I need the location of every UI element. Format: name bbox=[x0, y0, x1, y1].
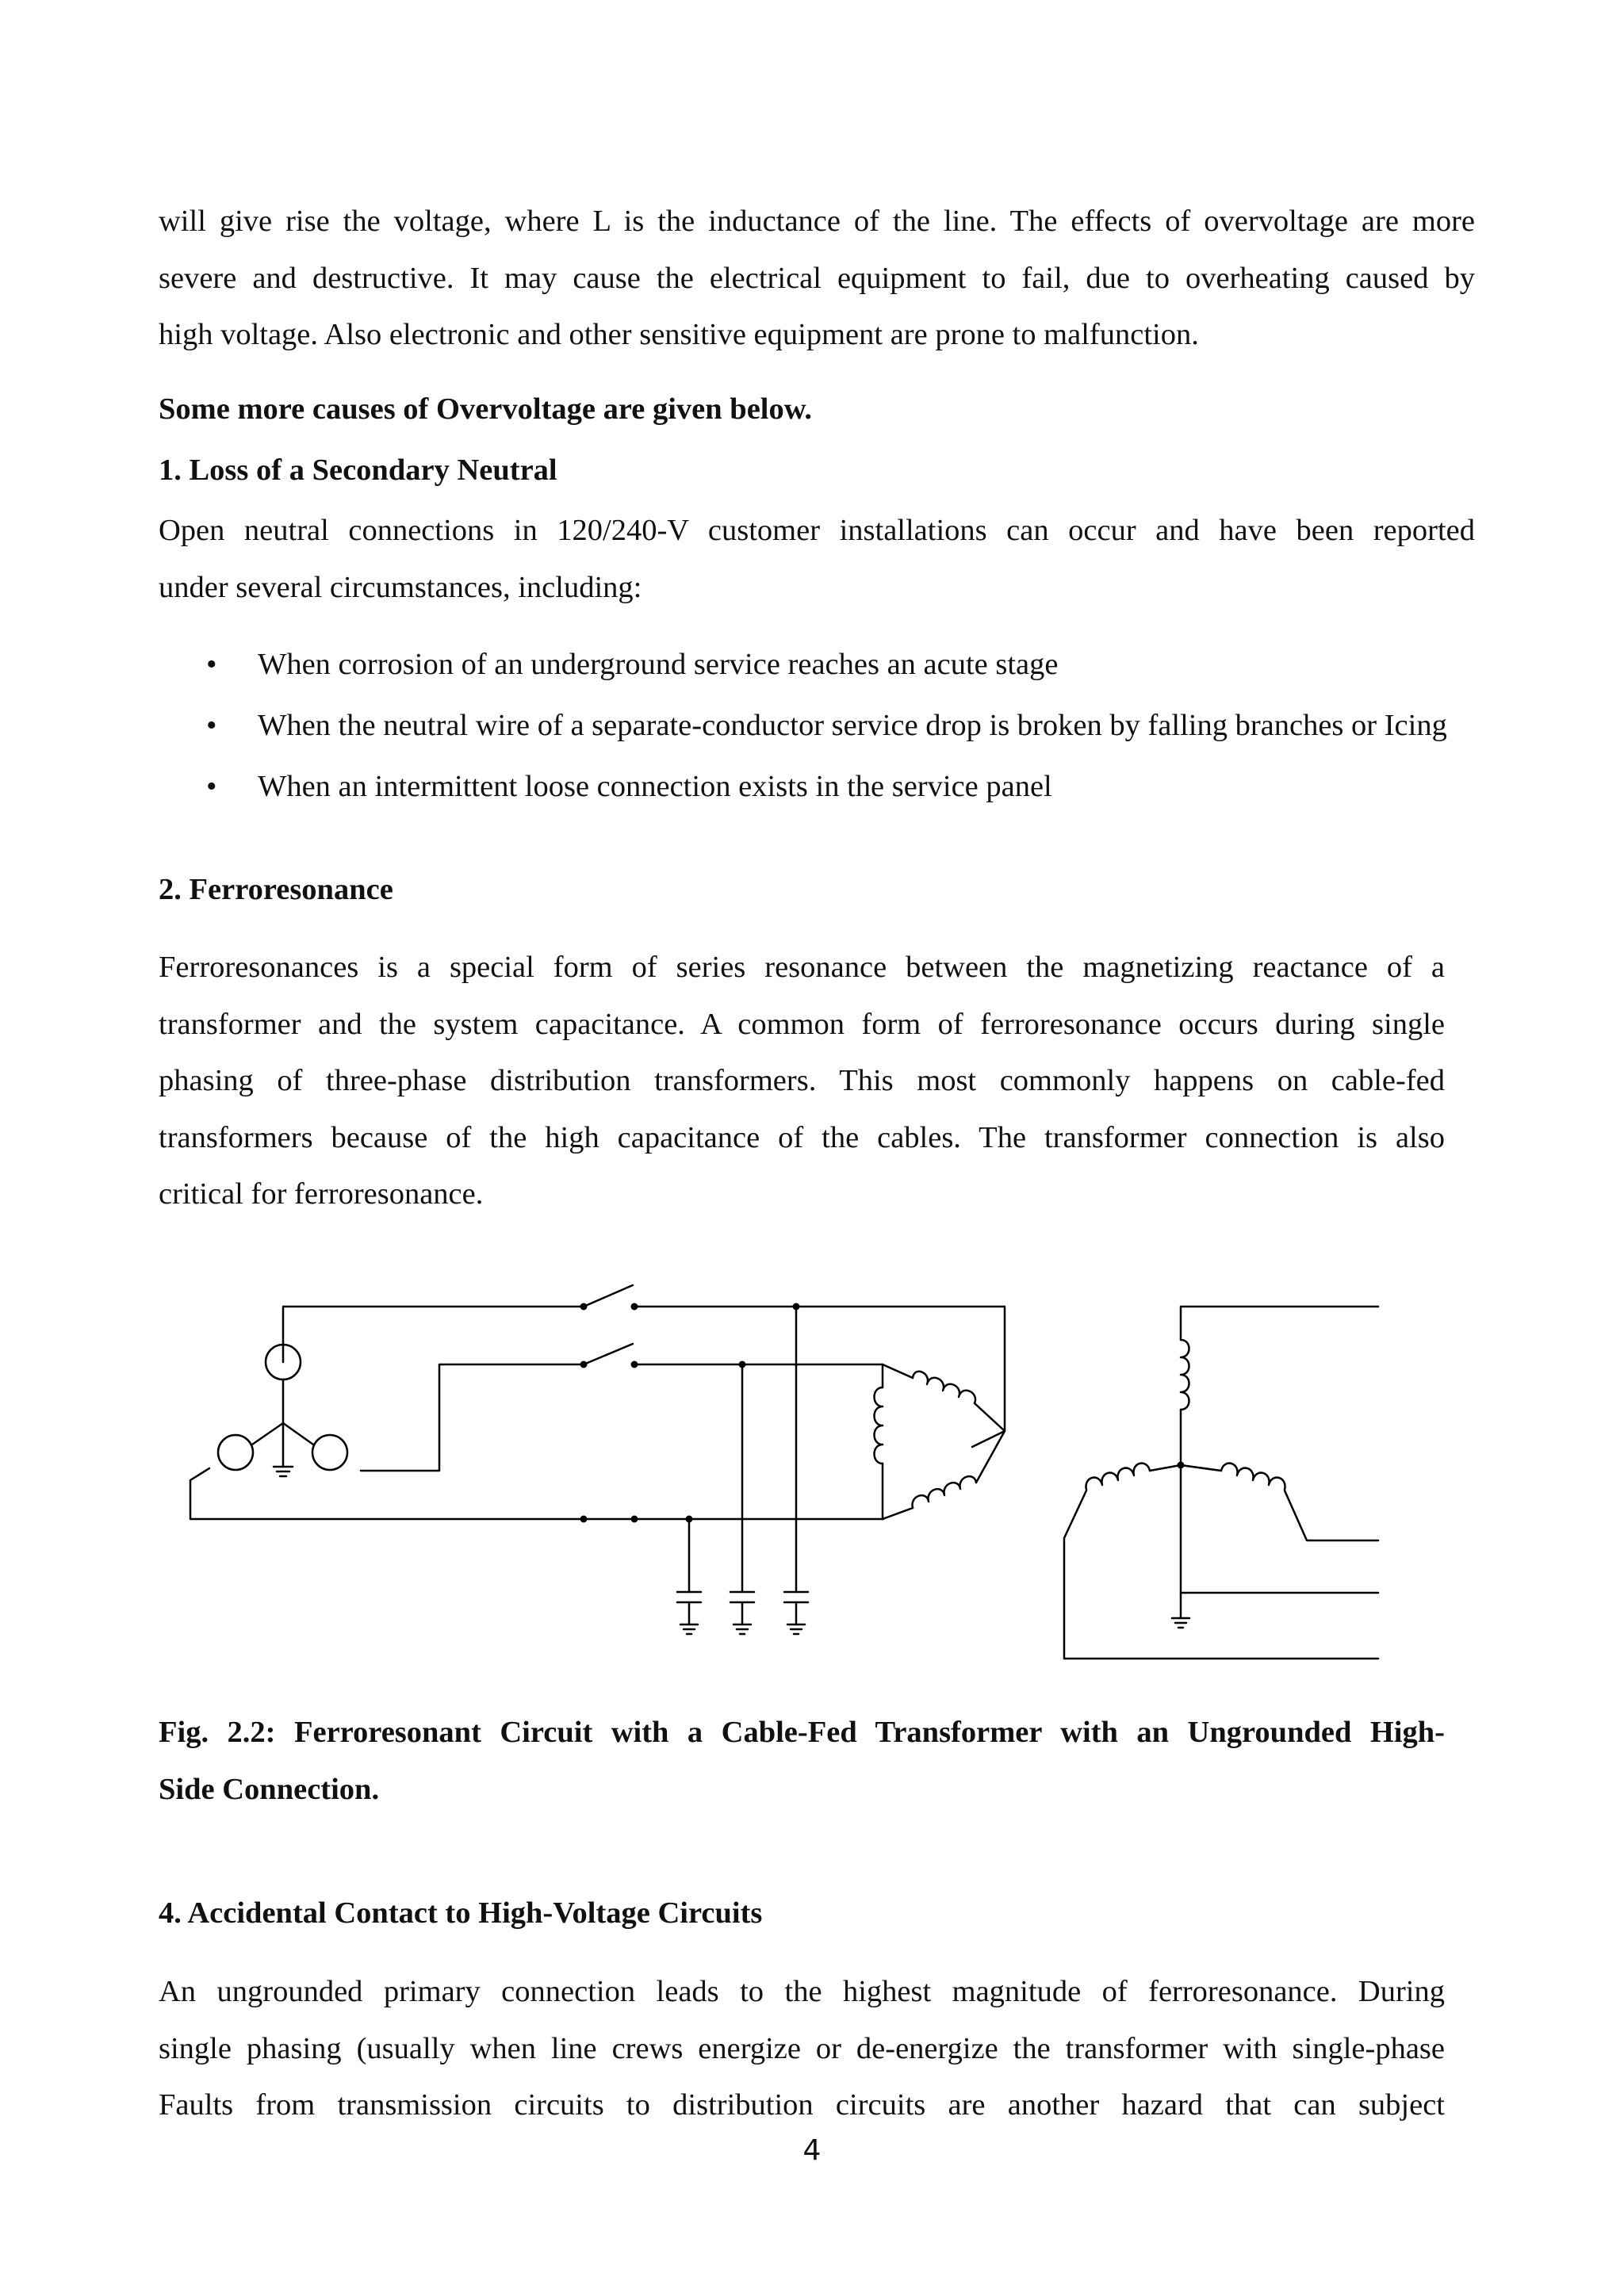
causes-heading: Some more causes of Overvoltage are given below. bbox=[159, 392, 813, 426]
section1-line-1: Open neutral connections in 120/240-V customer installations can occur and have been reported bbox=[159, 514, 1475, 547]
section2-line-3: phasing of three-phase distribution transformers. This most commonly happens on cable-fed bbox=[159, 1064, 1445, 1097]
switch-2-blade bbox=[584, 1344, 633, 1364]
section4-heading: 4. Accidental Contact to High-Voltage Circuits bbox=[159, 1896, 763, 1930]
line-phase-b bbox=[361, 1364, 584, 1471]
list-item bbox=[159, 768, 1475, 805]
section1-paragraph bbox=[159, 503, 1475, 616]
list-item bbox=[159, 707, 1475, 744]
junction-dot bbox=[631, 1516, 638, 1523]
wye-right-lead bbox=[1285, 1490, 1378, 1540]
line-phase-a bbox=[283, 1307, 583, 1362]
junction-dot bbox=[631, 1303, 638, 1311]
intro-paragraph bbox=[159, 193, 1475, 364]
delta-top-leg bbox=[975, 1403, 1005, 1431]
source-generator-left bbox=[218, 1435, 253, 1470]
bullet-icon: • bbox=[206, 709, 217, 742]
intro-line-3: high voltage. Also electronic and other sensitive equipment are prone to malfunction. bbox=[159, 318, 1199, 351]
bullet-list bbox=[159, 646, 1475, 805]
page-number: 4 bbox=[802, 2134, 822, 2167]
inductor-coil-icon bbox=[1181, 1340, 1189, 1410]
section2-line-2: transformer and the system capacitance. A common form of ferroresonance occurs during single bbox=[159, 1007, 1445, 1041]
inductor-coil-icon bbox=[913, 1476, 976, 1508]
section4-line-1: An ungrounded primary connection leads to the highest magnitude of ferroresonance. During bbox=[159, 1975, 1445, 2008]
section4-paragraph bbox=[159, 1964, 1445, 2134]
junction-dot bbox=[1178, 1462, 1185, 1469]
section4-line-2: single phasing (usually when line crews energize or de-energize the transformer with single-phase bbox=[159, 2031, 1445, 2065]
intro-line-1: will give rise the voltage, where L is the inductance of the line. The effects of overvoltage are more bbox=[159, 205, 1475, 238]
wye-left-lead bbox=[1064, 1490, 1378, 1659]
source-generator-right bbox=[312, 1435, 347, 1470]
junction-dot bbox=[580, 1303, 588, 1311]
generator-link bbox=[252, 1423, 283, 1445]
intro-line-2: severe and destructive. It may cause the electrical equipment to fail, due to overheating caused by bbox=[159, 261, 1475, 295]
wye-top-lead bbox=[1181, 1307, 1378, 1340]
delta-bottom-leg bbox=[883, 1508, 913, 1519]
list-item-text: When an intermittent loose connection exists in the service panel bbox=[258, 770, 1052, 803]
generator-link bbox=[283, 1423, 313, 1445]
wye-right-leg bbox=[1181, 1465, 1221, 1471]
section2-line-1: Ferroresonances is a special form of series resonance between the magnetizing reactance of a bbox=[159, 951, 1445, 984]
section2-line-5: critical for ferroresonance. bbox=[159, 1177, 484, 1211]
inductor-coil-icon bbox=[1086, 1464, 1150, 1490]
section1-heading: 1. Loss of a Secondary Neutral bbox=[159, 453, 557, 487]
inductor-coil-icon bbox=[1221, 1464, 1285, 1490]
wye-left-leg bbox=[1150, 1465, 1181, 1471]
delta-top-leg bbox=[883, 1364, 913, 1378]
figure-caption-line-2: Side Connection. bbox=[159, 1772, 380, 1806]
line-phase-a-load bbox=[634, 1307, 1005, 1447]
figure-caption-line-1: Fig. 2.2: Ferroresonant Circuit with a Cable-Fed Transformer with an Ungrounded High- bbox=[159, 1716, 1445, 1749]
junction-dot bbox=[631, 1361, 638, 1368]
list-item-text: When the neutral wire of a separate-conductor service drop is broken by falling branches or Icing bbox=[258, 709, 1447, 742]
junction-dot bbox=[739, 1361, 746, 1368]
section4-line-3: Faults from transmission circuits to distribution circuits are another hazard that can subject bbox=[159, 2088, 1445, 2122]
bullet-icon: • bbox=[206, 770, 217, 803]
section2-paragraph bbox=[159, 939, 1445, 1223]
section1-line-2: under several circumstances, including: bbox=[159, 570, 642, 604]
inductor-coil-icon bbox=[875, 1387, 883, 1464]
ferroresonant-circuit-diagram bbox=[0, 1237, 1624, 1681]
figure-caption bbox=[159, 1705, 1445, 1818]
line-phase-c bbox=[190, 1468, 883, 1519]
section2-line-4: transformers because of the high capacitance of the cables. The transformer connection is also bbox=[159, 1120, 1445, 1154]
junction-dot bbox=[580, 1516, 588, 1523]
junction-dot bbox=[580, 1361, 588, 1368]
section2-heading: 2. Ferroresonance bbox=[159, 873, 393, 906]
inductor-coil-icon bbox=[913, 1372, 975, 1403]
list-item-text: When corrosion of an underground service reaches an acute stage bbox=[258, 648, 1059, 681]
bullet-icon: • bbox=[206, 648, 217, 681]
switch-1-blade bbox=[584, 1285, 633, 1307]
junction-dot bbox=[793, 1303, 800, 1311]
list-item bbox=[159, 646, 1475, 683]
junction-dot bbox=[686, 1516, 693, 1523]
